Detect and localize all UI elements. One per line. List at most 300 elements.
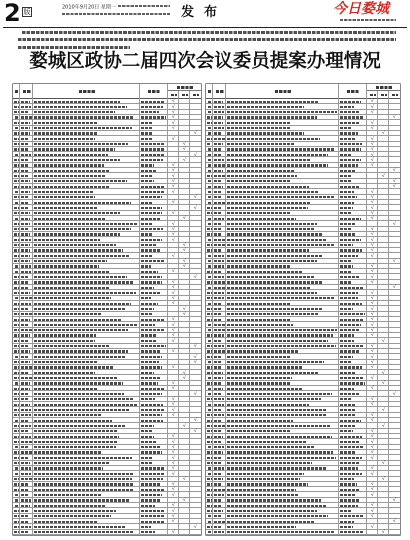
illegible-text <box>227 441 306 443</box>
illegible-text <box>214 313 221 315</box>
illegible-text <box>141 281 162 283</box>
illegible-text <box>141 382 158 384</box>
illegible-text <box>141 244 156 246</box>
check-mark: √ <box>172 433 175 439</box>
check-mark: √ <box>172 279 175 285</box>
illegible-text <box>21 356 29 358</box>
illegible-text <box>34 159 120 161</box>
illegible-text <box>141 260 164 262</box>
illegible-text <box>34 127 132 129</box>
illegible-text <box>141 489 165 491</box>
illegible-text <box>14 138 19 140</box>
illegible-text <box>14 462 18 464</box>
illegible-text <box>216 90 224 92</box>
illegible-text <box>14 170 20 172</box>
illegible-text <box>34 430 117 432</box>
illegible-text <box>141 143 164 145</box>
illegible-text <box>208 223 211 225</box>
illegible-text <box>214 319 222 321</box>
check-mark: √ <box>371 215 374 221</box>
illegible-text <box>14 398 19 400</box>
illegible-text <box>141 170 156 172</box>
illegible-text <box>14 436 20 438</box>
illegible-text <box>21 372 28 374</box>
illegible-text <box>21 106 31 108</box>
illegible-text <box>21 143 29 145</box>
illegible-text <box>227 531 334 533</box>
illegible-text <box>34 526 125 528</box>
illegible-text <box>21 127 30 129</box>
illegible-text <box>227 334 333 336</box>
illegible-text <box>214 393 222 395</box>
illegible-text <box>227 175 297 177</box>
check-mark: √ <box>382 460 385 466</box>
illegible-text <box>21 281 28 283</box>
illegible-text <box>34 404 138 406</box>
illegible-text <box>21 483 29 485</box>
illegible-text <box>21 297 32 299</box>
illegible-text <box>227 356 291 358</box>
check-mark: √ <box>371 508 374 514</box>
illegible-text <box>14 457 18 459</box>
illegible-text <box>141 478 163 480</box>
illegible-text <box>21 228 29 230</box>
illegible-text <box>227 239 326 241</box>
illegible-text <box>208 164 212 166</box>
check-mark: √ <box>172 173 175 179</box>
illegible-text <box>34 207 98 209</box>
illegible-text <box>340 148 361 150</box>
illegible-text <box>227 451 333 453</box>
check-mark: √ <box>371 152 374 157</box>
illegible-text <box>227 249 309 251</box>
illegible-text <box>340 212 352 214</box>
illegible-text <box>21 505 30 507</box>
illegible-text <box>141 361 159 363</box>
illegible-text <box>21 116 32 118</box>
row-proposer-cell <box>140 530 168 535</box>
header-code-cell <box>20 84 33 99</box>
illegible-text <box>340 132 358 134</box>
illegible-text <box>340 404 355 406</box>
illegible-text <box>207 116 212 118</box>
illegible-text <box>340 303 362 305</box>
check-mark: √ <box>172 518 175 524</box>
illegible-text <box>208 388 212 390</box>
table-row <box>206 530 400 535</box>
illegible-text <box>214 175 225 177</box>
illegible-text <box>34 228 131 230</box>
illegible-text <box>23 90 31 92</box>
illegible-text <box>340 473 362 475</box>
illegible-text <box>214 329 225 331</box>
check-mark: √ <box>371 162 374 168</box>
illegible-text <box>340 489 360 491</box>
check-mark: √ <box>183 215 186 221</box>
illegible-text <box>141 271 158 273</box>
illegible-text <box>141 287 154 289</box>
illegible-text <box>14 377 20 379</box>
illegible-text <box>340 446 363 448</box>
illegible-text <box>14 308 19 310</box>
illegible-text <box>207 420 212 422</box>
illegible-text <box>34 212 120 214</box>
illegible-text <box>214 170 223 172</box>
illegible-text <box>21 287 28 289</box>
row-code-cell <box>213 530 226 535</box>
illegible-text <box>34 223 137 225</box>
illegible-text <box>34 366 113 368</box>
illegible-text <box>227 526 296 528</box>
illegible-text <box>340 111 359 113</box>
illegible-text <box>34 334 96 336</box>
illegible-text <box>34 329 128 331</box>
illegible-text <box>34 457 132 459</box>
illegible-text <box>141 414 162 416</box>
check-mark: √ <box>393 167 396 173</box>
illegible-text <box>34 499 129 501</box>
illegible-text <box>34 505 106 507</box>
illegible-text <box>14 425 18 427</box>
header-result-3-cell <box>389 91 400 99</box>
check-mark: √ <box>371 455 374 461</box>
illegible-text <box>141 483 160 485</box>
illegible-text <box>214 292 224 294</box>
illegible-text <box>207 249 211 251</box>
illegible-text <box>340 430 353 432</box>
illegible-text <box>34 138 95 140</box>
check-mark: √ <box>371 109 374 115</box>
header-proposer-cell <box>339 84 367 99</box>
illegible-text <box>340 159 361 161</box>
illegible-text <box>21 467 31 469</box>
illegible-text <box>214 334 224 336</box>
illegible-text <box>34 132 97 134</box>
header-result-group-cell <box>168 84 201 91</box>
illegible-text <box>207 138 211 140</box>
illegible-text <box>340 409 355 411</box>
illegible-text <box>392 94 398 96</box>
check-mark: √ <box>172 380 175 386</box>
illegible-text <box>227 446 315 448</box>
illegible-text <box>214 212 221 214</box>
check-mark: √ <box>172 109 175 115</box>
illegible-text <box>214 271 222 273</box>
check-mark: √ <box>393 391 396 397</box>
illegible-text <box>34 265 99 267</box>
illegible-text <box>340 345 364 347</box>
check-mark: √ <box>172 226 175 232</box>
check-mark: √ <box>393 221 396 227</box>
illegible-text <box>141 457 152 459</box>
illegible-text <box>21 404 30 406</box>
illegible-text <box>15 202 19 204</box>
illegible-text <box>340 462 360 464</box>
illegible-text <box>141 106 163 108</box>
illegible-text <box>227 329 337 331</box>
illegible-text <box>34 143 128 145</box>
illegible-text <box>21 223 30 225</box>
illegible-text <box>340 244 353 246</box>
illegible-text <box>141 101 165 103</box>
illegible-text <box>340 180 352 182</box>
illegible-text <box>34 287 110 289</box>
illegible-text <box>34 478 132 480</box>
check-mark: √ <box>393 178 396 184</box>
check-mark: √ <box>172 401 175 407</box>
illegible-text <box>214 350 225 352</box>
illegible-text <box>21 457 29 459</box>
check-mark: √ <box>371 332 374 338</box>
illegible-text <box>15 356 19 358</box>
illegible-text <box>21 345 29 347</box>
illegible-text <box>34 180 127 182</box>
illegible-text <box>340 436 362 438</box>
check-mark: √ <box>183 263 186 269</box>
check-mark: √ <box>371 157 374 163</box>
check-mark: √ <box>172 513 175 519</box>
check-mark: √ <box>172 444 175 450</box>
illegible-text <box>21 186 31 188</box>
illegible-text <box>227 313 319 315</box>
check-mark: √ <box>371 343 374 349</box>
illegible-text <box>15 116 18 118</box>
illegible-text <box>214 462 222 464</box>
illegible-text <box>214 154 222 156</box>
check-mark: √ <box>172 486 175 492</box>
check-mark: √ <box>183 141 186 147</box>
illegible-text <box>21 101 30 103</box>
illegible-text <box>21 303 31 305</box>
illegible-text <box>227 372 319 374</box>
illegible-text <box>141 420 163 422</box>
check-mark: √ <box>371 136 374 142</box>
illegible-text <box>227 111 337 113</box>
check-mark: √ <box>183 423 186 429</box>
illegible-text <box>14 303 19 305</box>
illegible-text <box>141 319 165 321</box>
illegible-text <box>207 372 212 374</box>
check-mark: √ <box>371 354 374 360</box>
illegible-text <box>347 90 359 92</box>
illegible-text <box>14 361 20 363</box>
illegible-text <box>14 186 18 188</box>
check-mark: √ <box>393 258 396 264</box>
illegible-text <box>208 239 212 241</box>
row-proposer-cell <box>339 530 367 535</box>
check-mark: √ <box>172 492 175 498</box>
row-serial-cell <box>206 530 213 535</box>
editor-info-text <box>118 5 170 7</box>
illegible-text <box>208 132 212 134</box>
illegible-text <box>14 239 19 241</box>
check-mark: √ <box>371 300 374 306</box>
check-mark: √ <box>172 136 175 142</box>
illegible-text <box>14 292 18 294</box>
check-mark: √ <box>172 529 175 535</box>
illegible-text <box>34 398 134 400</box>
illegible-text <box>227 308 323 310</box>
check-mark: √ <box>172 449 175 455</box>
illegible-text <box>340 494 356 496</box>
illegible-text <box>227 186 309 188</box>
illegible-text <box>14 510 20 512</box>
illegible-text <box>141 276 162 278</box>
illegible-text <box>214 446 224 448</box>
check-mark: √ <box>172 460 175 466</box>
illegible-text <box>340 138 355 140</box>
illegible-text <box>15 446 18 448</box>
illegible-text <box>141 462 153 464</box>
article-title: 婺城区政协二届四次会议委员提案办理情况 <box>29 51 381 72</box>
illegible-text <box>34 255 129 257</box>
check-mark: √ <box>172 364 175 370</box>
illegible-text <box>14 287 19 289</box>
proposal-table-left <box>13 84 201 535</box>
illegible-text <box>227 393 332 395</box>
illegible-text <box>34 186 110 188</box>
illegible-text <box>14 207 19 209</box>
illegible-text <box>207 414 212 416</box>
illegible-text <box>207 281 212 283</box>
illegible-text <box>340 366 362 368</box>
row-result-2-cell <box>179 530 190 535</box>
illegible-text <box>340 356 353 358</box>
illegible-text <box>14 372 19 374</box>
illegible-text <box>227 436 332 438</box>
illegible-text <box>34 218 106 220</box>
check-mark: √ <box>183 157 186 163</box>
illegible-text <box>214 159 224 161</box>
illegible-text <box>208 196 211 198</box>
illegible-text <box>34 271 110 273</box>
illegible-text <box>34 170 109 172</box>
row-subject-cell <box>226 530 339 535</box>
check-mark: √ <box>183 497 186 503</box>
illegible-text <box>340 223 355 225</box>
illegible-text <box>227 159 310 161</box>
check-mark: √ <box>371 417 374 423</box>
illegible-text <box>208 473 211 475</box>
illegible-text <box>141 265 151 267</box>
illegible-text <box>14 489 18 491</box>
check-mark: √ <box>172 237 175 243</box>
illegible-text <box>214 483 222 485</box>
illegible-text <box>208 531 212 533</box>
illegible-text <box>141 191 165 193</box>
illegible-text <box>340 319 364 321</box>
illegible-text <box>34 414 102 416</box>
illegible-text <box>340 281 351 283</box>
illegible-text <box>15 473 18 475</box>
illegible-text <box>207 430 212 432</box>
check-mark: √ <box>371 327 374 333</box>
section-title: 发布 <box>181 5 228 20</box>
illegible-text <box>34 473 133 475</box>
illegible-text <box>21 366 32 368</box>
illegible-text <box>227 515 328 517</box>
illegible-text <box>21 409 31 411</box>
illegible-text <box>14 334 18 336</box>
illegible-text <box>214 303 221 305</box>
illegible-text <box>227 467 326 469</box>
illegible-text <box>21 382 30 384</box>
illegible-text <box>227 324 293 326</box>
illegible-text <box>14 319 19 321</box>
illegible-text <box>214 478 223 480</box>
illegible-text <box>21 271 31 273</box>
illegible-text <box>14 324 20 326</box>
illegible-text <box>21 148 29 150</box>
illegible-text <box>14 132 19 134</box>
illegible-text <box>14 414 19 416</box>
illegible-text <box>141 398 155 400</box>
check-mark: √ <box>393 497 396 503</box>
illegible-text <box>21 451 32 453</box>
row-serial-cell <box>13 530 20 535</box>
illegible-text <box>207 207 211 209</box>
check-mark: √ <box>393 183 396 189</box>
check-mark: √ <box>382 370 385 375</box>
illegible-text <box>21 175 29 177</box>
illegible-text <box>340 249 362 251</box>
illegible-text <box>14 228 20 230</box>
illegible-text <box>208 111 211 113</box>
illegible-text <box>34 116 133 118</box>
illegible-text <box>21 425 31 427</box>
illegible-text <box>275 90 291 92</box>
check-mark: √ <box>371 364 374 370</box>
illegible-text <box>21 154 31 156</box>
illegible-text <box>227 170 294 172</box>
illegible-text <box>15 467 19 469</box>
illegible-text <box>340 377 364 379</box>
check-mark: √ <box>371 412 374 418</box>
illegible-text <box>21 515 28 517</box>
row-result-3-cell <box>389 530 400 535</box>
illegible-text <box>214 244 225 246</box>
illegible-text <box>208 127 211 129</box>
illegible-text <box>14 483 19 485</box>
illegible-text <box>141 366 162 368</box>
illegible-text <box>34 494 101 496</box>
illegible-text <box>208 409 211 411</box>
illegible-text <box>182 94 188 96</box>
illegible-text <box>34 196 95 198</box>
illegible-text <box>14 430 19 432</box>
illegible-text <box>340 398 352 400</box>
illegible-text <box>207 271 213 273</box>
illegible-text <box>21 420 29 422</box>
check-mark: √ <box>183 311 186 317</box>
illegible-text <box>34 175 106 177</box>
check-mark: √ <box>172 338 175 344</box>
illegible-text <box>340 276 360 278</box>
illegible-text <box>227 345 336 347</box>
illegible-text <box>207 510 211 512</box>
illegible-text <box>34 154 108 156</box>
illegible-text <box>141 202 152 204</box>
illegible-text <box>141 116 166 118</box>
header-proposer-cell <box>140 84 168 99</box>
illegible-text <box>34 425 126 427</box>
illegible-text <box>34 521 98 523</box>
illegible-text <box>214 467 224 469</box>
illegible-text <box>34 122 98 124</box>
check-mark: √ <box>371 205 374 211</box>
illegible-text <box>34 319 122 321</box>
illegible-text <box>141 515 164 517</box>
